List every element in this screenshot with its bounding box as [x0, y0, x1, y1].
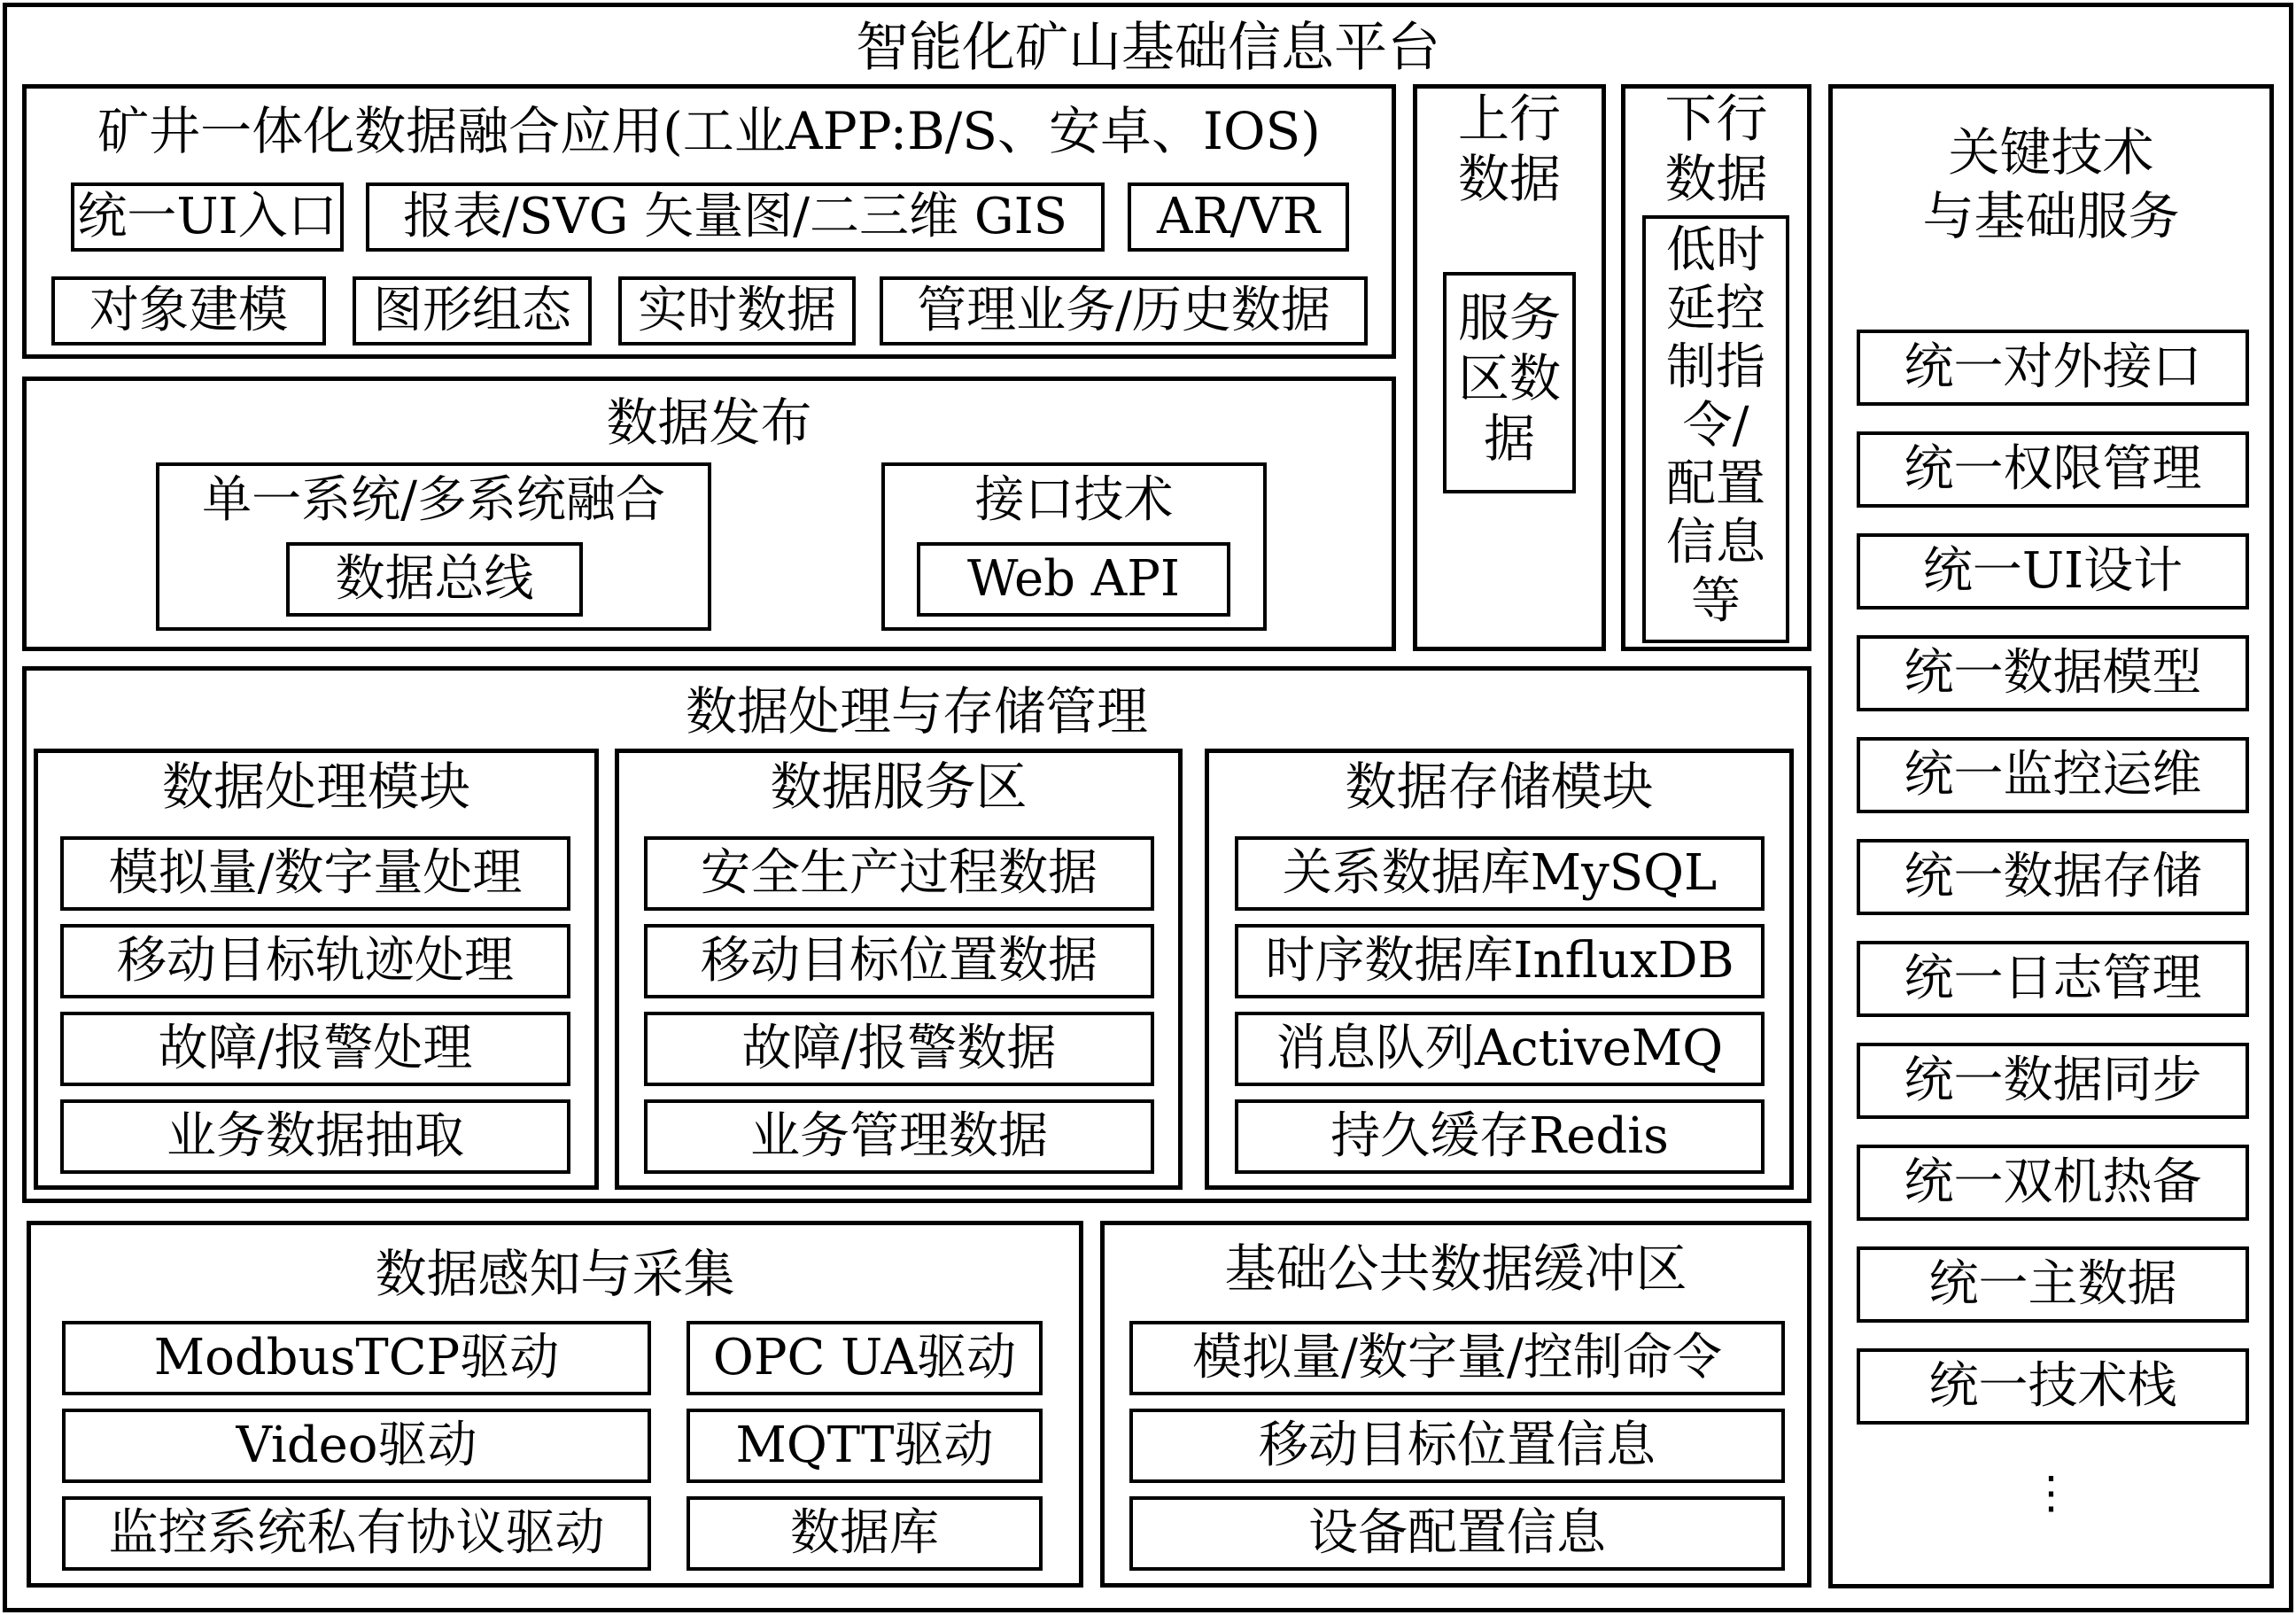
key-tech-item: 统一数据存储: [1857, 839, 2249, 915]
processing-module-item: 时序数据库InfluxDB: [1235, 924, 1765, 998]
collection-driver: OPC UA驱动: [686, 1321, 1043, 1395]
processing-module-item: 故障/报警数据: [644, 1012, 1154, 1086]
app-item-ar-vr: AR/VR: [1128, 182, 1349, 252]
processing-module-item: 业务管理数据: [644, 1099, 1154, 1174]
app-item-report-svg-gis: 报表/SVG 矢量图/二三维 GIS: [366, 182, 1105, 252]
key-tech-item: 统一主数据: [1857, 1246, 2249, 1323]
processing-module-item: 关系数据库MySQL: [1235, 836, 1765, 911]
publish-title: 数据发布: [606, 392, 812, 453]
processing-module-item: 业务数据抽取: [60, 1099, 570, 1174]
publish-data-bus: 数据总线: [286, 542, 583, 617]
processing-module-item: 持久缓存Redis: [1235, 1099, 1765, 1174]
processing-module-title: 数据处理模块: [161, 757, 470, 817]
publish-web-api: Web API: [917, 542, 1230, 617]
key-tech-item: 统一数据同步: [1857, 1043, 2249, 1119]
key-tech-item: 统一技术栈: [1857, 1348, 2249, 1425]
key-tech-item: 统一监控运维: [1857, 737, 2249, 813]
key-tech-item: 统一日志管理: [1857, 941, 2249, 1017]
processing-module-title: 数据服务区: [770, 757, 1028, 817]
key-tech-item: 统一双机热备: [1857, 1145, 2249, 1221]
collection-driver: ModbusTCP驱动: [62, 1321, 651, 1395]
collection-driver: MQTT驱动: [686, 1409, 1043, 1483]
publish-fusion-title: 单一系统/多系统融合: [202, 471, 665, 529]
downstream-title: 下行 数据: [1664, 89, 1768, 209]
app-item-object-modeling: 对象建模: [51, 276, 326, 346]
key-tech-item: 统一数据模型: [1857, 635, 2249, 711]
app-item-management-history: 管理业务/历史数据: [880, 276, 1368, 346]
buffer-item: 模拟量/数字量/控制命令: [1129, 1321, 1785, 1395]
processing-module-title: 数据存储模块: [1345, 757, 1654, 817]
collection-title: 数据感知与采集: [375, 1244, 735, 1304]
processing-module-item: 安全生产过程数据: [644, 836, 1154, 911]
processing-module-item: 消息队列ActiveMQ: [1235, 1012, 1765, 1086]
processing-module-item: 故障/报警处理: [60, 1012, 570, 1086]
key-tech-item: 统一权限管理: [1857, 431, 2249, 508]
app-item-realtime-data: 实时数据: [618, 276, 856, 346]
processing-module-item: 移动目标位置数据: [644, 924, 1154, 998]
collection-driver: 数据库: [686, 1496, 1043, 1571]
buffer-item: 设备配置信息: [1129, 1496, 1785, 1571]
upstream-title: 上行 数据: [1457, 89, 1561, 209]
app-layer-title: 矿井一体化数据融合应用(工业APP:B/S、安卓、IOS): [97, 101, 1321, 161]
collection-driver: Video驱动: [62, 1409, 651, 1483]
collection-driver: 监控系统私有协议驱动: [62, 1496, 651, 1571]
key-tech-title: 关键技术 与基础服务: [1922, 122, 2180, 246]
key-tech-item: 统一UI设计: [1857, 533, 2249, 610]
buffer-title: 基础公共数据缓冲区: [1224, 1238, 1687, 1299]
downstream-control-text: 低时 延控 制指 令/ 配置 信息 等: [1666, 221, 1765, 630]
processing-title: 数据处理与存储管理: [685, 681, 1148, 742]
buffer-item: 移动目标位置信息: [1129, 1409, 1785, 1483]
app-item-graphic-config: 图形组态: [353, 276, 592, 346]
publish-interface-title: 接口技术: [974, 471, 1174, 529]
diagram-title: 智能化矿山基础信息平台: [856, 17, 1440, 79]
key-tech-ellipsis: ⋮: [2028, 1467, 2074, 1518]
processing-module-item: 模拟量/数字量处理: [60, 836, 570, 911]
upstream-service-data: 服务 区数 据: [1457, 288, 1561, 469]
app-item-unified-ui-entry: 统一UI入口: [71, 182, 344, 252]
key-tech-item: 统一对外接口: [1857, 330, 2249, 406]
processing-module-item: 移动目标轨迹处理: [60, 924, 570, 998]
